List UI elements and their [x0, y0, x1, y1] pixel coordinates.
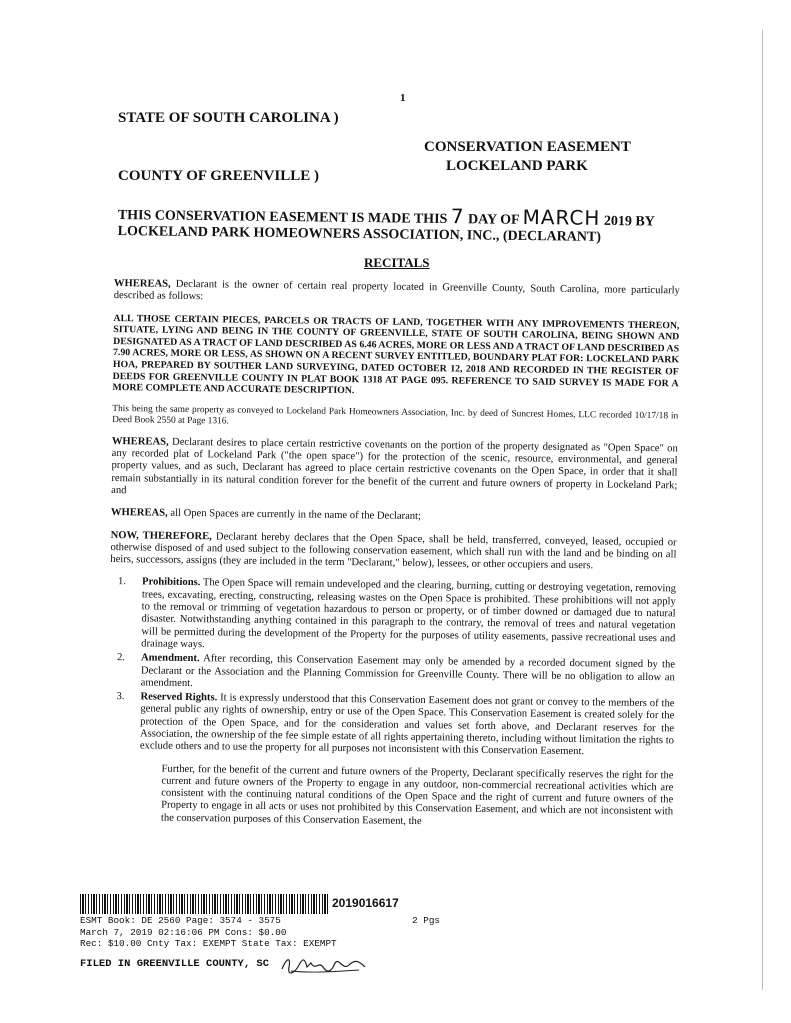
handwritten-month: MARCH [522, 204, 601, 230]
whereas-1-lead: WHEREAS, [113, 278, 171, 290]
now-therefore-text: Declarant hereby declares that the Open Space, shall be held, transferred, conveyed, leased, occupied or otherwise disposed of and used subject to the following conservation easement, which shall run with the land and be binding on all heirs, successors, assigns (they are included in the term "Declarant," below), lessees, or other occupiers and users. [110, 530, 677, 572]
item-heading: Prohibitions. [141, 576, 201, 589]
now-therefore-paragraph [110, 530, 676, 574]
recording-stamp [80, 893, 440, 977]
page-count: 2 Pgs [412, 915, 440, 926]
title-line-2: LOCKELAND PARK [446, 158, 588, 174]
stamp-line-2: March 7, 2019 02:16:06 PM Cons: $0.00 [80, 926, 287, 938]
item-number: 1. [117, 576, 127, 588]
handwritten-day: 7 [450, 204, 465, 229]
county-caption: COUNTY OF GREENVILLE ) [118, 168, 319, 184]
covenant-list [108, 576, 676, 760]
intro-paragraph [118, 204, 688, 247]
book-page: ESMT Book: DE 2560 Page: 3574 - 3575 [80, 915, 281, 926]
page-number: 1 [400, 92, 406, 104]
item-text: It is expressly understood that this Conservation Easement does not grant or convey to the members of the general public any rights of ownership, entry or use of the Open Space. This Conservation Easement is created solely for the protection of the Open Space, and for the consideration and values set forth above, and Declarant reserves for the Association, the ownership of the fee simple estate of all rights appertaining thereto, including without limitation the rights to exclude others and to use the property for all purposes not inconsistent with this Conservation Easement. [139, 692, 675, 758]
item-number: 2. [116, 652, 126, 664]
further-paragraph: Further, for the benefit of the current and future owners of the Property, Declarant specifically reserves the right for the current and future owners of the Property to engage in any outdoor, non-commercial recreational activities which are consistent with the continuing natural conditions of the Open Space and the right of current and future owners of the Property to engage in all acts or uses not prohibited by this Conservation Easement, and which are not inconsistent with the conservation purposes of this Conservation Easement, the [160, 763, 674, 827]
intro-part-2: DAY OF [467, 212, 520, 228]
now-therefore-lead: NOW, THEREFORE, [110, 529, 212, 542]
scan-edge-line [762, 30, 763, 990]
stamp-line-1 [80, 915, 440, 927]
derivation-clause: This being the same property as conveyed to Lockeland Park Homeowners Association, Inc. by deed of Suncrest Homes, LLC recorded 10/17/18 in Deed Book 2550 at Page 1316. [112, 403, 679, 427]
barcode-row [80, 893, 440, 915]
filed-text: FILED IN GREENVILLE COUNTY, SC [80, 957, 270, 970]
intro-part-1: THIS CONSERVATION EASEMENT IS MADE THIS [117, 207, 448, 228]
whereas-2-lead: WHEREAS, [111, 435, 169, 448]
document-number: 2019016617 [332, 896, 399, 911]
whereas-3-lead: WHEREAS, [110, 507, 168, 519]
item-text: After recording, this Conservation Easement may only be amended by a recorded document signed by the Declarant or the Association and the Planning Commission for Greenville County. There will be no obligation to allow an amendment. [140, 653, 676, 689]
whereas-1-text: Declarant is the owner of certain real property located in Greenville County, South Carolina, more particularly described as follows: [113, 278, 680, 303]
intro-part-3: 2019 BY LOCKELAND PARK HOMEOWNERS ASSOCIATION, INC., (DECLARANT) [117, 213, 655, 245]
barcode [80, 894, 328, 914]
list-item [108, 691, 675, 760]
recitals-heading: RECITALS [364, 255, 430, 270]
signature-icon [279, 953, 369, 977]
whereas-paragraph-2 [111, 436, 678, 505]
stamp-line-3: Rec: $10.00 Cnty Tax: EXEMPT State Tax: EXEMPT [80, 938, 337, 949]
whereas-paragraph-3 [111, 507, 677, 527]
title-line-1: CONSERVATION EASEMENT [424, 139, 631, 155]
whereas-paragraph-1 [114, 278, 680, 310]
list-item [109, 576, 676, 657]
item-heading: Reserved Rights. [140, 691, 218, 704]
state-caption: STATE OF SOUTH CAROLINA ) [118, 110, 339, 126]
legal-description: ALL THOSE CERTAIN PIECES, PARCELS OR TRACTS OF LAND, TOGETHER WITH ANY IMPROVEMENTS THEREON, SITUATE, LYING AND BEING IN THE COUNTY OF GREENVILLE, STATE OF SOUTH CAROLINA, BEING SHOWN AND DESIGNATED AS A TRACT OF LAND DESCRIBED AS 6.46 ACRES, MORE OR LESS AND A TRACT OF LAND DESCRIBED AS 7.90 ACRES, MORE OR LESS, AS SHOWN ON A RECENT SURVEY ENTITLED, BOUNDARY PLAT FOR: LOCKELAND PARK HOA, PREPARED BY SOUTHER LAND SURVEYING, DATED OCTOBER 12, 2018 AND RECORDED IN THE REGISTER OF DEEDS FOR GREENVILLE COUNTY IN PLAT BOOK 1318 AT PAGE 095. REFERENCE TO SAID SURVEY IS MADE FOR A MORE COMPLETE AND ACCURATE DESCRIPTION. [112, 312, 680, 397]
document-body [107, 278, 680, 841]
list-item [109, 652, 675, 696]
document-title [424, 138, 644, 176]
item-text: The Open Space will remain undeveloped and the clearing, burning, cutting or destroying vegetation, removing trees, excavating, erecting, constructing, releasing wastes on the Open Space is prohibited. These prohibitions will not apply to the removal or trimming of vegetation hazardous to person or property, or of timber downed or damaged due to natural disaster. Notwithstanding anything contained in this paragraph to the contrary, the removal of trees and natural vegetation will be permitted during the development of the Property for the purposes of utility easements, passive recreational uses and drainage ways. [141, 577, 677, 651]
whereas-2-text: Declarant desires to place certain restrictive covenants on the portion of the property designated as "Open Space" on any recorded plat of Lockeland Park ("the open space") for the protection of the scenic, resource, environmental, and general property values, and as such, Declarant has agreed to place certain restrictive covenants on the Open Space, in order that it shall remain substantially in its natural condition forever for the benefit of the current and future owners of property in Lockeland Park; and [111, 436, 678, 497]
whereas-3-text: all Open Spaces are currently in the name of the Declarant; [170, 507, 422, 523]
item-number: 3. [116, 691, 125, 703]
stamp-line-4 [80, 953, 440, 977]
item-heading: Amendment. [140, 652, 200, 665]
